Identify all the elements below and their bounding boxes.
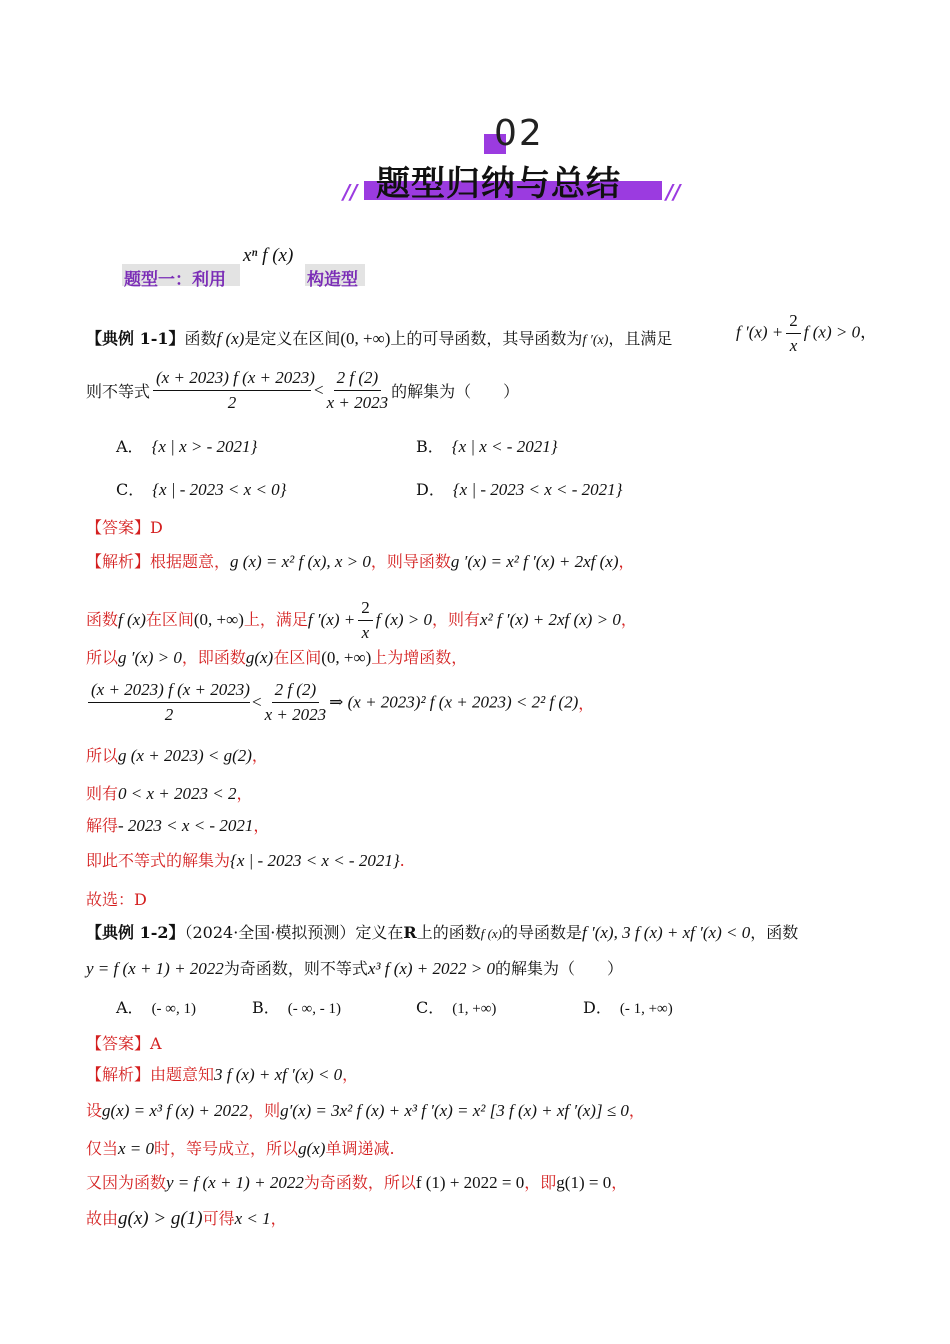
right-slash-decoration: // [666, 180, 681, 204]
option-a[interactable]: A． {x | x > - 2021} [116, 437, 258, 456]
answer-1-1: 【答案】D [86, 518, 163, 537]
option-d[interactable]: D． {x | - 2023 < x < - 2021} [416, 480, 623, 499]
solution-1-2-line2: 设g(x) = x³ f (x) + 2022，则g′(x) = 3x² f (x) + x³ f ′(x) = x² [3 f (x) + xf ′(x)] ≤ 0， [86, 1101, 645, 1120]
option-d-2[interactable]: D． (- 1, +∞) [583, 998, 673, 1017]
example-1-1-line2: 则不等式 $\frac{(x + 2023) f (x + 2023)}{2}$ < $\frac{2 f (2)}{x + 2023}$ 的解集为（ ） [86, 368, 520, 412]
solution-1-2-line1: 【解析】由题意知3 f (x) + xf ′(x) < 0， [86, 1065, 359, 1084]
page-title: 题型归纳与总结 [376, 164, 621, 204]
left-slash-decoration: // [343, 180, 358, 204]
option-b[interactable]: B． {x | x < - 2021} [416, 437, 558, 456]
section-heading-label-a: 题型一：利用 [124, 270, 226, 290]
solution-1-2-line3: 仅当x = 0时，等号成立，所以g(x)单调递减. [86, 1139, 395, 1158]
solution-1-1-line5: 所以g (x + 2023) < g(2)， [86, 746, 268, 765]
solution-1-1-line3: 所以g ′(x) > 0，即函数g(x)在区间(0, +∞)上为增函数， [86, 648, 468, 667]
section-heading-formula: xⁿ f (x) [243, 245, 294, 266]
example-1-1-condition: f ′(x) + $\frac{2}{x}$ f (x) > 0， [736, 311, 878, 355]
solution-1-1-line6: 则有0 < x + 2023 < 2， [86, 784, 253, 803]
example-1-2-line2: y = f (x + 1) + 2022为奇函数，则不等式x³ f (x) + 2022 > 0的解集为（ ） [86, 959, 624, 978]
option-a-2[interactable]: A． (- ∞, 1) [116, 998, 196, 1017]
option-c[interactable]: C． {x | - 2023 < x < 0} [116, 480, 287, 499]
option-c-2[interactable]: C． (1, +∞) [416, 998, 497, 1017]
answer-1-2: 【答案】A [86, 1034, 162, 1053]
example-1-1-line1: 【典例 1-1】函数f (x)是定义在区间(0, +∞)上的可导函数，其导函数为f ′(x)，且满足 [86, 329, 673, 348]
solution-1-1-line7: 解得- 2023 < x < - 2021， [86, 816, 270, 835]
section-number: 02 [494, 113, 544, 154]
solution-1-2-line4: 又因为函数y = f (x + 1) + 2022为奇函数，所以f (1) + 2022 = 0，即g(1) = 0， [86, 1173, 628, 1192]
solution-1-1-line8: 即此不等式的解集为{x | - 2023 < x < - 2021}. [86, 851, 405, 870]
solution-1-2-line5: 故由g(x) > g(1)可得x < 1， [86, 1208, 287, 1229]
example-tag: 【典例 1-1】 [86, 329, 185, 348]
solution-1-1-line4: $\frac{(x + 2023) f (x + 2023)}{2}$ < $\frac{2 f (2)}{x + 2023}$ ⇒ (x + 2023)² f (x + 2023) < 2² f (2)， [86, 680, 594, 725]
solution-1-1-conclusion: 故选：D [86, 890, 147, 909]
solution-1-1-line2: 函数f (x)在区间(0, +∞)上，满足f ′(x) + $\frac{2}{x}$ f (x) > 0，则有x² f ′(x) + 2xf (x) > 0， [86, 598, 637, 642]
example-1-2-line1: 【典例 1-2】（2024·全国·模拟预测）定义在R上的函数f (x)的导函数是f ′(x), 3 f (x) + xf ′(x) < 0，函数 [86, 923, 799, 942]
section-heading-label-b: 构造型 [307, 270, 358, 290]
option-b-2[interactable]: B． (- ∞, - 1) [252, 998, 341, 1017]
solution-1-1-line1: 【解析】根据题意，g (x) = x² f (x), x > 0，则导函数g ′(x) = x² f ′(x) + 2xf (x)， [86, 552, 635, 571]
